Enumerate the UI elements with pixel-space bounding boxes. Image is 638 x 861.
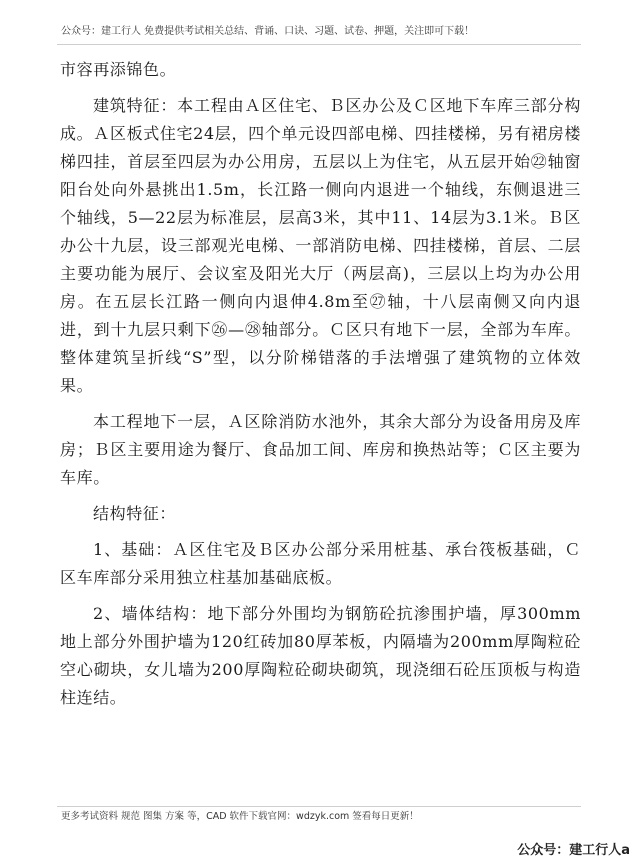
paragraph-architecture-features: 建筑特征：本工程由Ａ区住宅、Ｂ区办公及Ｃ区地下车库三部分构成。Ａ区板式住宅24层，四个单元设四部电梯、四挂楼梯，另有裙房楼梯四挂，首层至四层为办公用房，五层以上为住宅，从五层开始㉒轴窗阳台处向外悬挑出1.5m，长江路一侧向内退进一个轴线，东侧退进三个轴线，5—22层为标准层，层高3米，其中11、14层为3.1米。Ｂ区办公十九层，设三部观光电梯、一部消防电梯、四挂楼梯，首层、二层主要功能为展厅、会议室及阳光大厅（两层高)，三层以上均为办公用房。在五层长江路一侧向内退伸4.8m至㉗轴，十八层南侧又向内退进，到十九层只剩下㉖—㉘轴部分。Ｃ区只有地下一层，全部为车库。整体建筑呈折线“S”型，以分阶梯错落的手法增强了建筑物的立体效果。 (60, 96, 581, 395)
paragraph-wall-structure: 2、墙体结构：地下部分外围均为钢筋砼抗渗围护墙，厚300mm地上部分外围护墙为120红砖加80厚苯板，内隔墙为200mm厚陶粒砼空心砌块，女儿墙为200厚陶粒砼砌块砌筑，现浇细石砼压顶板与构造柱连结。 (60, 604, 581, 707)
paragraph-basement: 本工程地下一层，Ａ区除消防水池外，其余大部分为设备用房及库房；Ｂ区主要用途为餐厅、食品加工间、库房和换热站等；Ｃ区主要为车库。 (60, 412, 581, 487)
paragraph-structure-heading: 结构特征： (93, 504, 177, 523)
header-divider (57, 44, 581, 45)
footer-divider (57, 806, 581, 807)
page-footer: 更多考试资料 规范 图集 方案 等，CAD 软件下载官网：wdzyk.com 签看每日更新！ (61, 811, 419, 822)
page-header: 公众号：建工行人 免费提供考试相关总结、背诵、口诀、习题、试卷、押题，关注即可下载！ (61, 26, 475, 37)
paragraph-continuation: 市容再添锦色。 (60, 60, 177, 79)
document-body (60, 56, 581, 720)
watermark-label: 公众号：建工行人a (517, 843, 630, 858)
paragraph-foundation: 1、基础：Ａ区住宅及Ｂ区办公部分采用桩基、承台筏板基础，Ｃ区车库部分采用独立柱基加基础底板。 (60, 540, 581, 587)
